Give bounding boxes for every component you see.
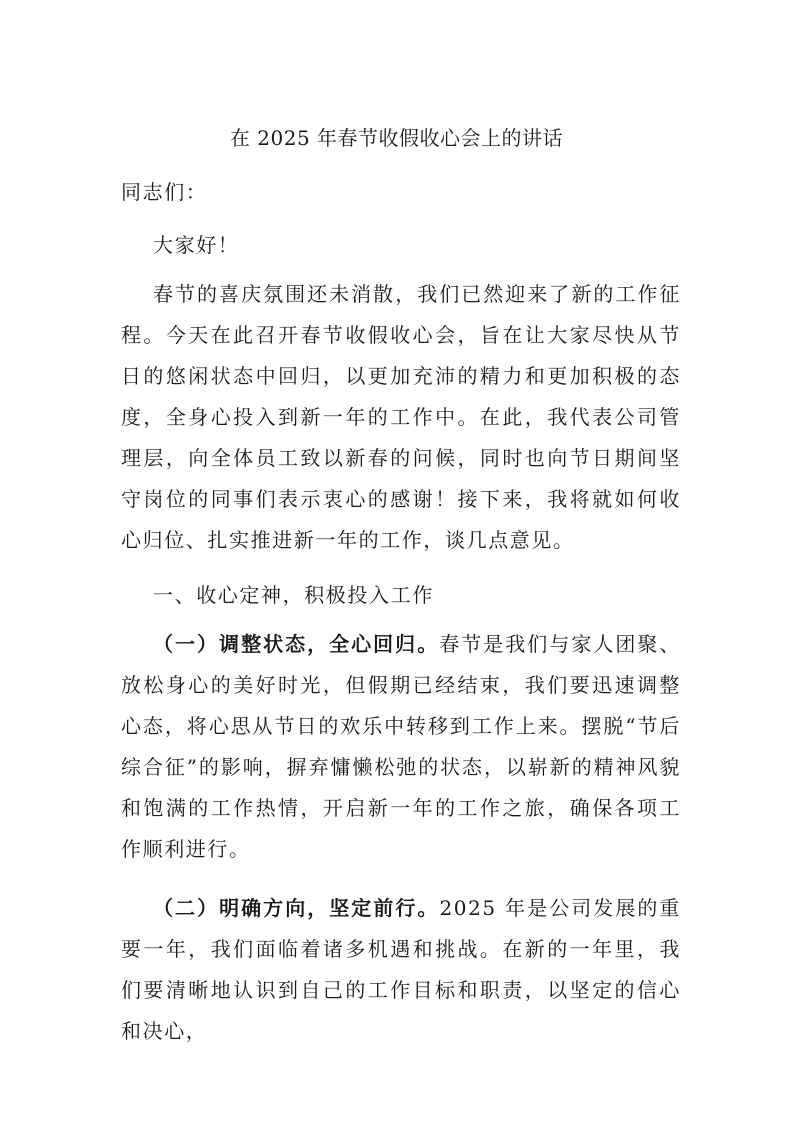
- subsection-body-2: 2025 年是公司发展的重要一年，我们面临着诸多机遇和挑战。在新的一年里，我们要清晰地认识到自己的工作目标和职责，以坚定的信心和决心，: [121, 896, 681, 1043]
- subsection-paragraph-2: [121, 888, 681, 1052]
- intro-paragraph: 春节的喜庆氛围还未消散，我们已然迎来了新的工作征程。今天在此召开春节收假收心会，旨在让大家尽快从节日的悠闲状态中回归，以更加充沛的精力和更加积极的态度，全身心投入到新一年的工作中。在此，我代表公司管理层，向全体员工致以新春的问候，同时也向节日期间坚守岗位的同事们表示衷心的感谢！接下来，我将就如何收心归位、扎实推进新一年的工作，谈几点意见。: [121, 282, 681, 552]
- subsection-paragraph-1: [121, 624, 681, 870]
- subsection-body-1: 春节是我们与家人团聚、放松身心的美好时光，但假期已经结束，我们要迅速调整心态，将心思从节日的欢乐中转移到工作上来。摆脱“节后综合征”的影响，摒弃慵懒松弛的状态，以崭新的精神风貌和饱满的工作热情，开启新一年的工作之旅，确保各项工作顺利进行。: [121, 632, 681, 861]
- section-heading-1: 一、收心定神，积极投入工作: [153, 583, 434, 607]
- subsection-lead-2: （二）明确方向，坚定前行。: [153, 896, 440, 920]
- greeting: 大家好！: [153, 233, 240, 257]
- document-title: 在 2025 年春节收假收心会上的讲话: [229, 126, 564, 150]
- subsection-lead-1: （一）调整状态，全心回归。: [153, 632, 440, 656]
- salutation: 同志们：: [121, 180, 208, 204]
